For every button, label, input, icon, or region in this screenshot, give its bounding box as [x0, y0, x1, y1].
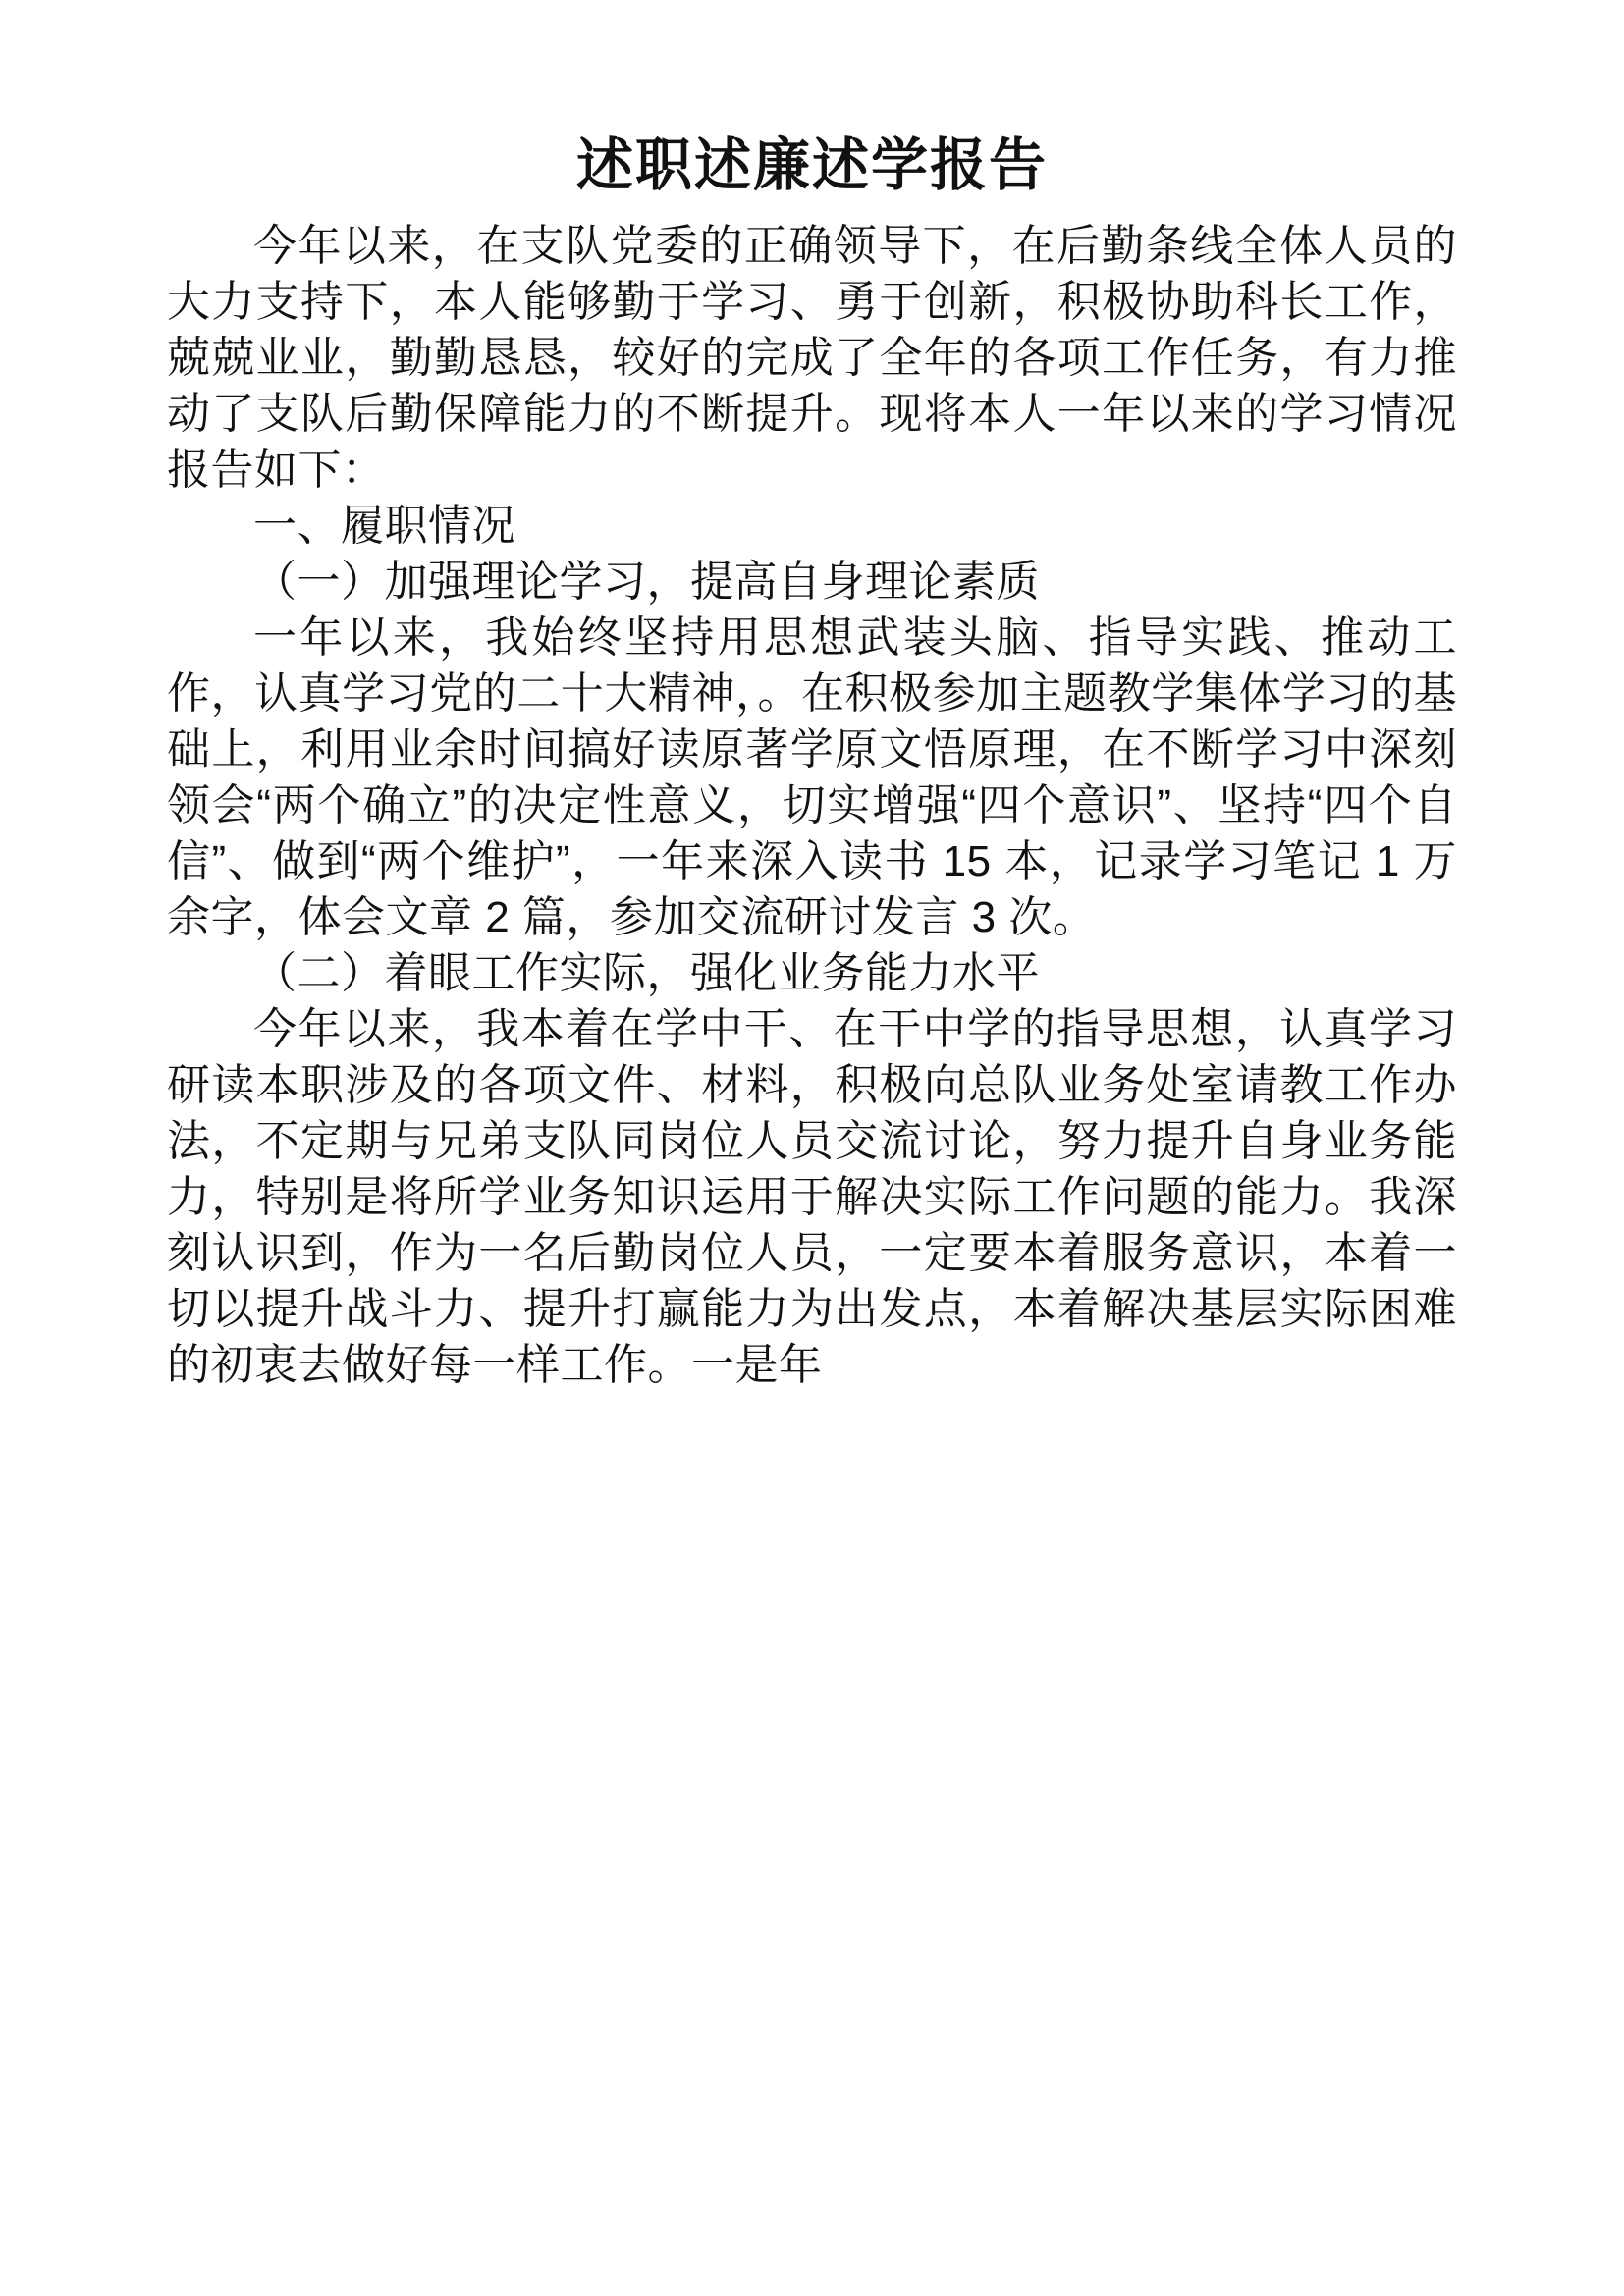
section-heading-1: 一、履职情况: [253, 502, 515, 550]
subsection-heading-1-1: （一）加强理论学习，提高自身理论素质: [253, 558, 1040, 606]
document-title: 述职述廉述学报告: [575, 133, 1048, 197]
subsection-heading-1-2: （二）着眼工作实际，强化业务能力水平: [253, 949, 1040, 997]
paragraph-work-practice: 今年以来，我本着在学中干、在干中学的指导思想，认真学习研读本职涉及的各项文件、材料，积极向总队业务处室请教工作办法，不定期与兄弟支队同岗位人员交流讨论，努力提升自身业务能力，特别是将所学业务知识运用于解决实际工作问题的能力。我深刻认识到，作为一名后勤岗位人员，一定要本着服务意识，本着一切以提升战斗力、提升打赢能力为出发点，本着解决基层实际困难的初衷去做好每一样工作。一是年: [167, 1005, 1457, 1389]
paragraph-intro: 今年以来，在支队党委的正确领导下，在后勤条线全体人员的大力支持下，本人能够勤于学习、勇于创新，积极协助科长工作，兢兢业业，勤勤恳恳，较好的完成了全年的各项工作任务，有力推动了支队后勤保障能力的不断提升。现将本人一年以来的学习情况报告如下：: [167, 222, 1457, 494]
paragraph-theory-study: 一年以来，我始终坚持用思想武装头脑、指导实践、推动工作，认真学习党的二十大精神，。在积极参加主题教学集体学习的基础上，利用业余时间搞好读原著学原文悟原理，在不断学习中深刻领会“两个确立”的决定性意义，切实增强“四个意识”、坚持“四个自信”、做到“两个维护”，一年来深入读书 15 本，记录学习笔记 1 万余字，体会文章 2 篇，参加交流研讨发言 3 次。: [167, 614, 1457, 941]
